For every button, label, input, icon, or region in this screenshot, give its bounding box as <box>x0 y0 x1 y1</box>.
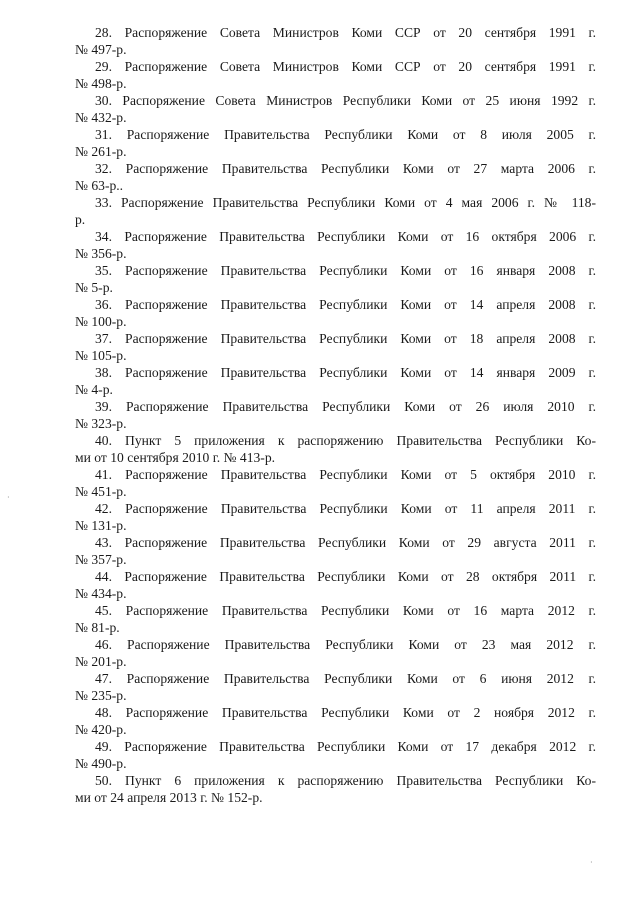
scan-speck: · <box>590 858 593 867</box>
list-item: 38. Распоряжение Правительства Республики Коми от 14 января 2009 г. № 4-р. <box>75 365 596 397</box>
list-item: 35. Распоряжение Правительства Республики Коми от 16 января 2008 г. № 5-р. <box>75 263 596 295</box>
list-item: 49. Распоряжение Правительства Республики Коми от 17 декабря 2012 г. № 490-р. <box>75 739 596 771</box>
list-item: 34. Распоряжение Правительства Республики Коми от 16 октября 2006 г. № 356-р. <box>75 229 596 261</box>
list-item: 48. Распоряжение Правительства Республики Коми от 2 ноября 2012 г. № 420-р. <box>75 705 596 737</box>
list-item: 37. Распоряжение Правительства Республики Коми от 18 апреля 2008 г. № 105-р. <box>75 331 596 363</box>
list-item: 30. Распоряжение Совета Министров Республики Коми от 25 июня 1992 г. № 432-р. <box>75 93 596 125</box>
list-item: 45. Распоряжение Правительства Республики Коми от 16 марта 2012 г. № 81-р. <box>75 603 596 635</box>
list-item: 50. Пункт 6 приложения к распоряжению Правительства Республики Ко- ми от 24 апреля 2013 г. № 152-р. <box>75 773 596 805</box>
list-item: 39. Распоряжение Правительства Республики Коми от 26 июля 2010 г. № 323-р. <box>75 399 596 431</box>
list-item: 46. Распоряжение Правительства Республики Коми от 23 мая 2012 г. № 201-р. <box>75 637 596 669</box>
list-item: 40. Пункт 5 приложения к распоряжению Правительства Республики Ко- ми от 10 сентября 2010 г. № 413-р. <box>75 433 596 465</box>
list-item: 43. Распоряжение Правительства Республики Коми от 29 августа 2011 г. № 357-р. <box>75 535 596 567</box>
list-item: 33. Распоряжение Правительства Республики Коми от 4 мая 2006 г. № 118- р. <box>75 195 596 227</box>
list-item: 47. Распоряжение Правительства Республики Коми от 6 июня 2012 г. № 235-р. <box>75 671 596 703</box>
list-item: 28. Распоряжение Совета Министров Коми ССР от 20 сентября 1991 г. № 497-р. <box>75 25 596 57</box>
list-item: 44. Распоряжение Правительства Республики Коми от 28 октября 2011 г. № 434-р. <box>75 569 596 601</box>
list-item: 32. Распоряжение Правительства Республики Коми от 27 марта 2006 г. № 63-р.. <box>75 161 596 193</box>
document-page <box>75 24 596 806</box>
list-item: 42. Распоряжение Правительства Республики Коми от 11 апреля 2011 г. № 131-р. <box>75 501 596 533</box>
scan-speck: · <box>7 493 10 502</box>
list-item: 29. Распоряжение Совета Министров Коми ССР от 20 сентября 1991 г. № 498-р. <box>75 59 596 91</box>
list-item: 31. Распоряжение Правительства Республики Коми от 8 июля 2005 г. № 261-р. <box>75 127 596 159</box>
list-item: 41. Распоряжение Правительства Республики Коми от 5 октября 2010 г. № 451-р. <box>75 467 596 499</box>
list-item: 36. Распоряжение Правительства Республики Коми от 14 апреля 2008 г. № 100-р. <box>75 297 596 329</box>
